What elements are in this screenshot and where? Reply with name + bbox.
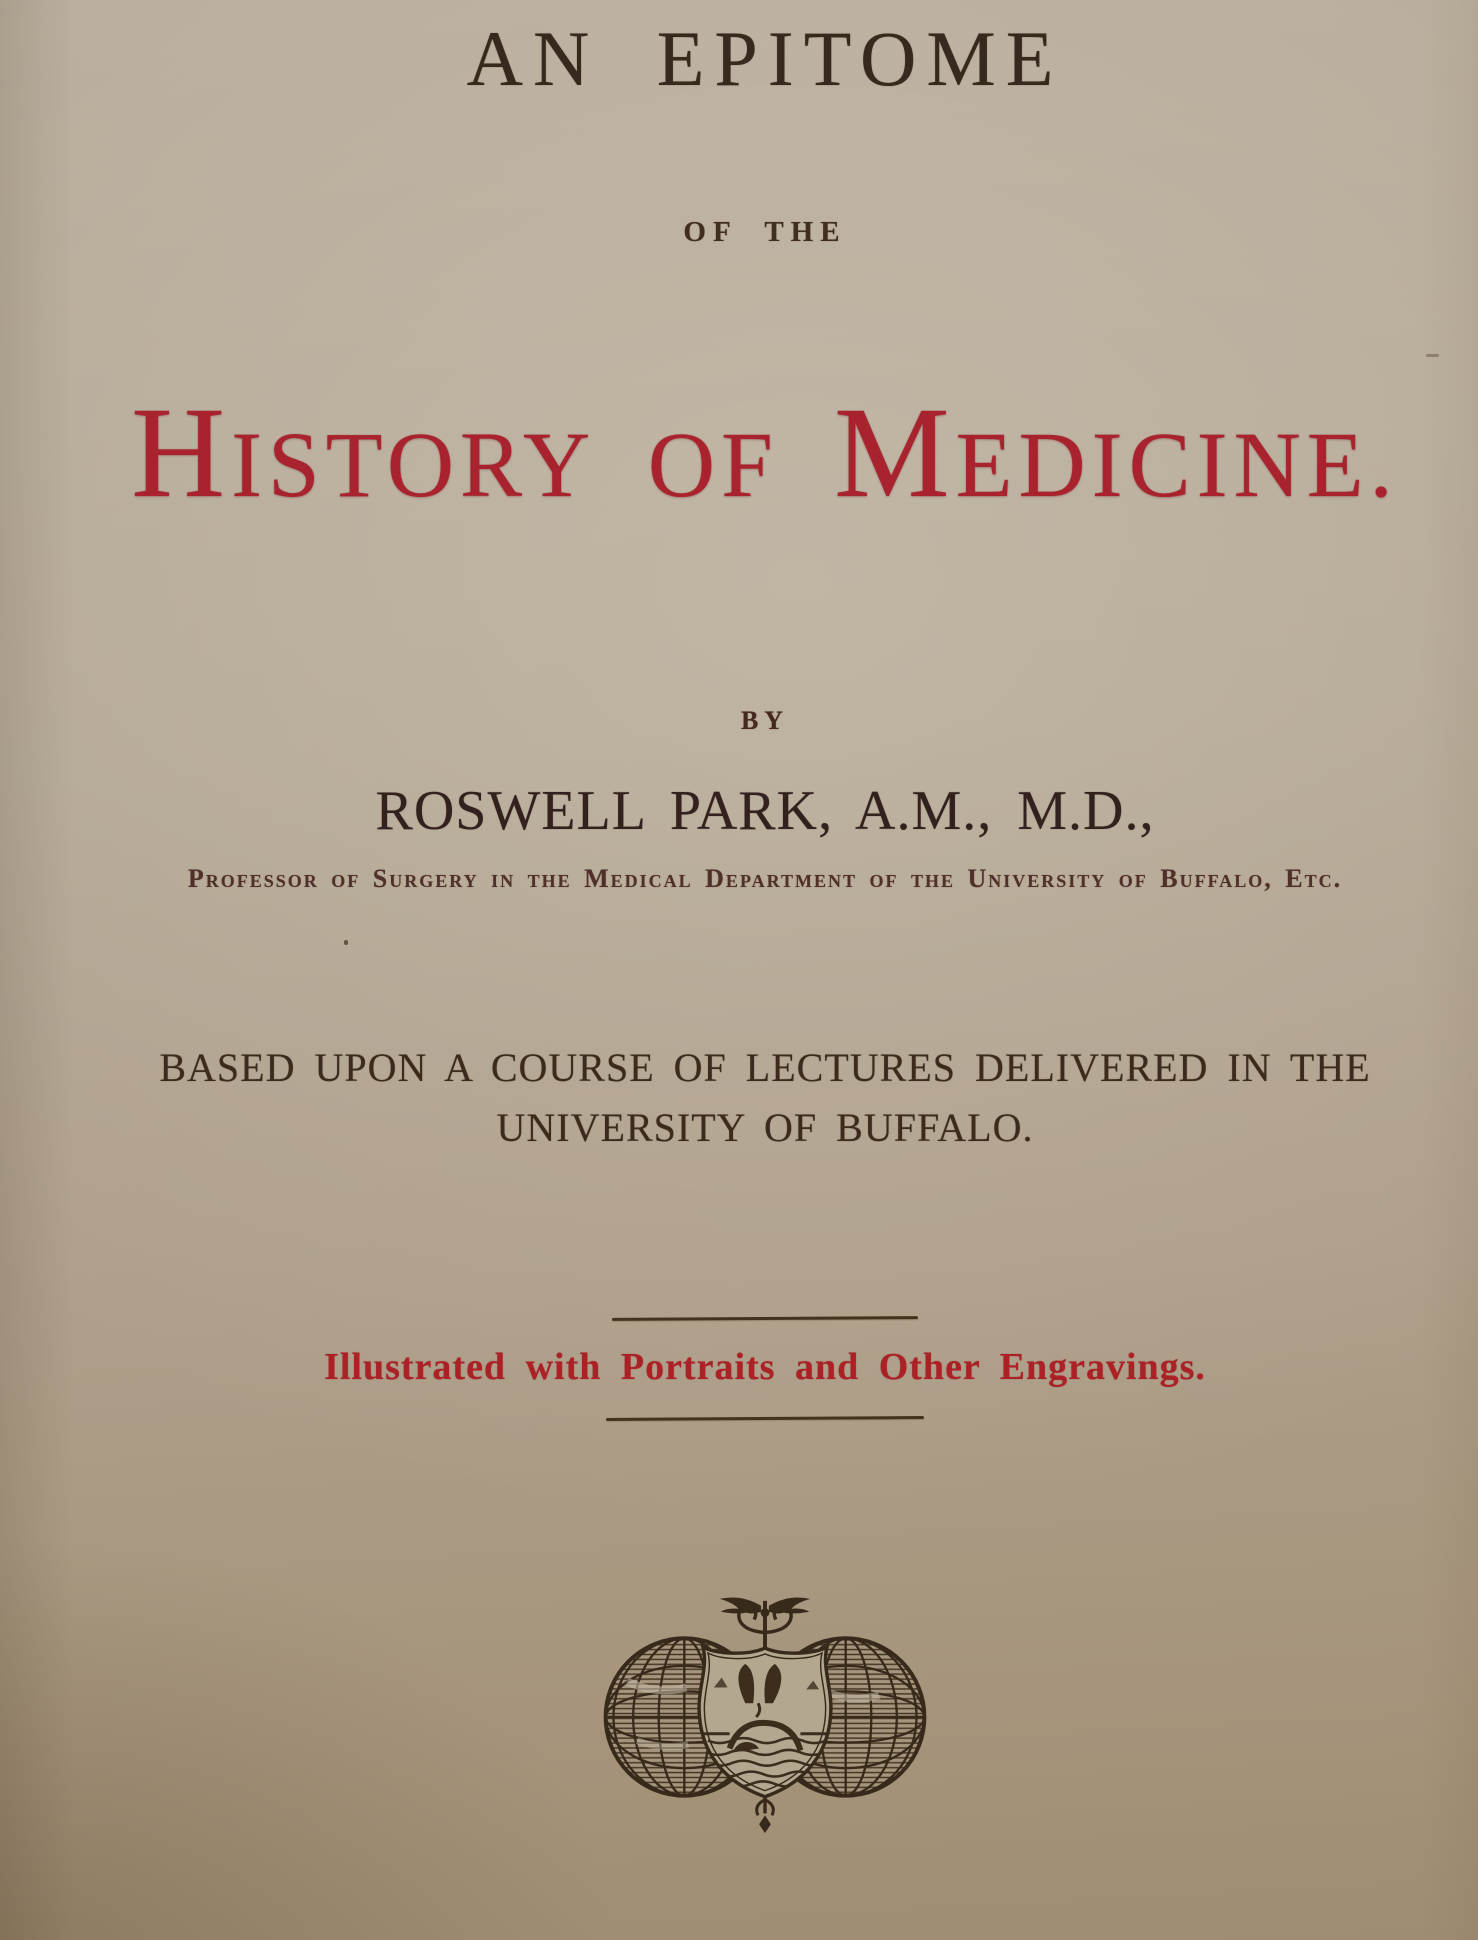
main-title-space <box>593 414 648 517</box>
main-title-smallcaps: EDICINE. <box>955 414 1399 517</box>
title-page-content <box>26 0 1478 1940</box>
main-title-connector: OF <box>647 414 779 517</box>
author-name: ROSWELL PARK, A.M., M.D., <box>375 780 1155 842</box>
lecture-note-line1: BASED UPON A COURSE OF LECTURES DELIVERED IN THE <box>159 1045 1371 1090</box>
publisher-device-two-globes-shield-caduceus-icon <box>597 1593 933 1839</box>
main-title <box>26 381 1478 525</box>
main-title-initial: M <box>834 381 956 525</box>
byline-label: BY <box>740 706 790 735</box>
pretitle: AN EPITOME <box>466 15 1064 102</box>
lecture-note-line2: UNIVERSITY OF BUFFALO. <box>496 1105 1034 1150</box>
scan-edge-artifact <box>1426 354 1439 357</box>
main-title-smallcaps: ISTORY <box>231 414 593 517</box>
section-label-of-the: OF THE <box>683 216 847 248</box>
scan-speck-artifact <box>344 940 348 945</box>
illustration-note: Illustrated with Portraits and Other Engravings. <box>324 1346 1206 1388</box>
publisher-emblem-svg <box>597 1593 933 1839</box>
main-title-initial: H <box>131 381 232 525</box>
divider-rule-bottom <box>606 1416 924 1421</box>
author-affiliation: Professor of Surgery in the Medical Department of the University of Buffalo, Etc. <box>187 864 1343 893</box>
divider-rule-top <box>612 1316 918 1321</box>
main-title-space <box>779 414 834 517</box>
